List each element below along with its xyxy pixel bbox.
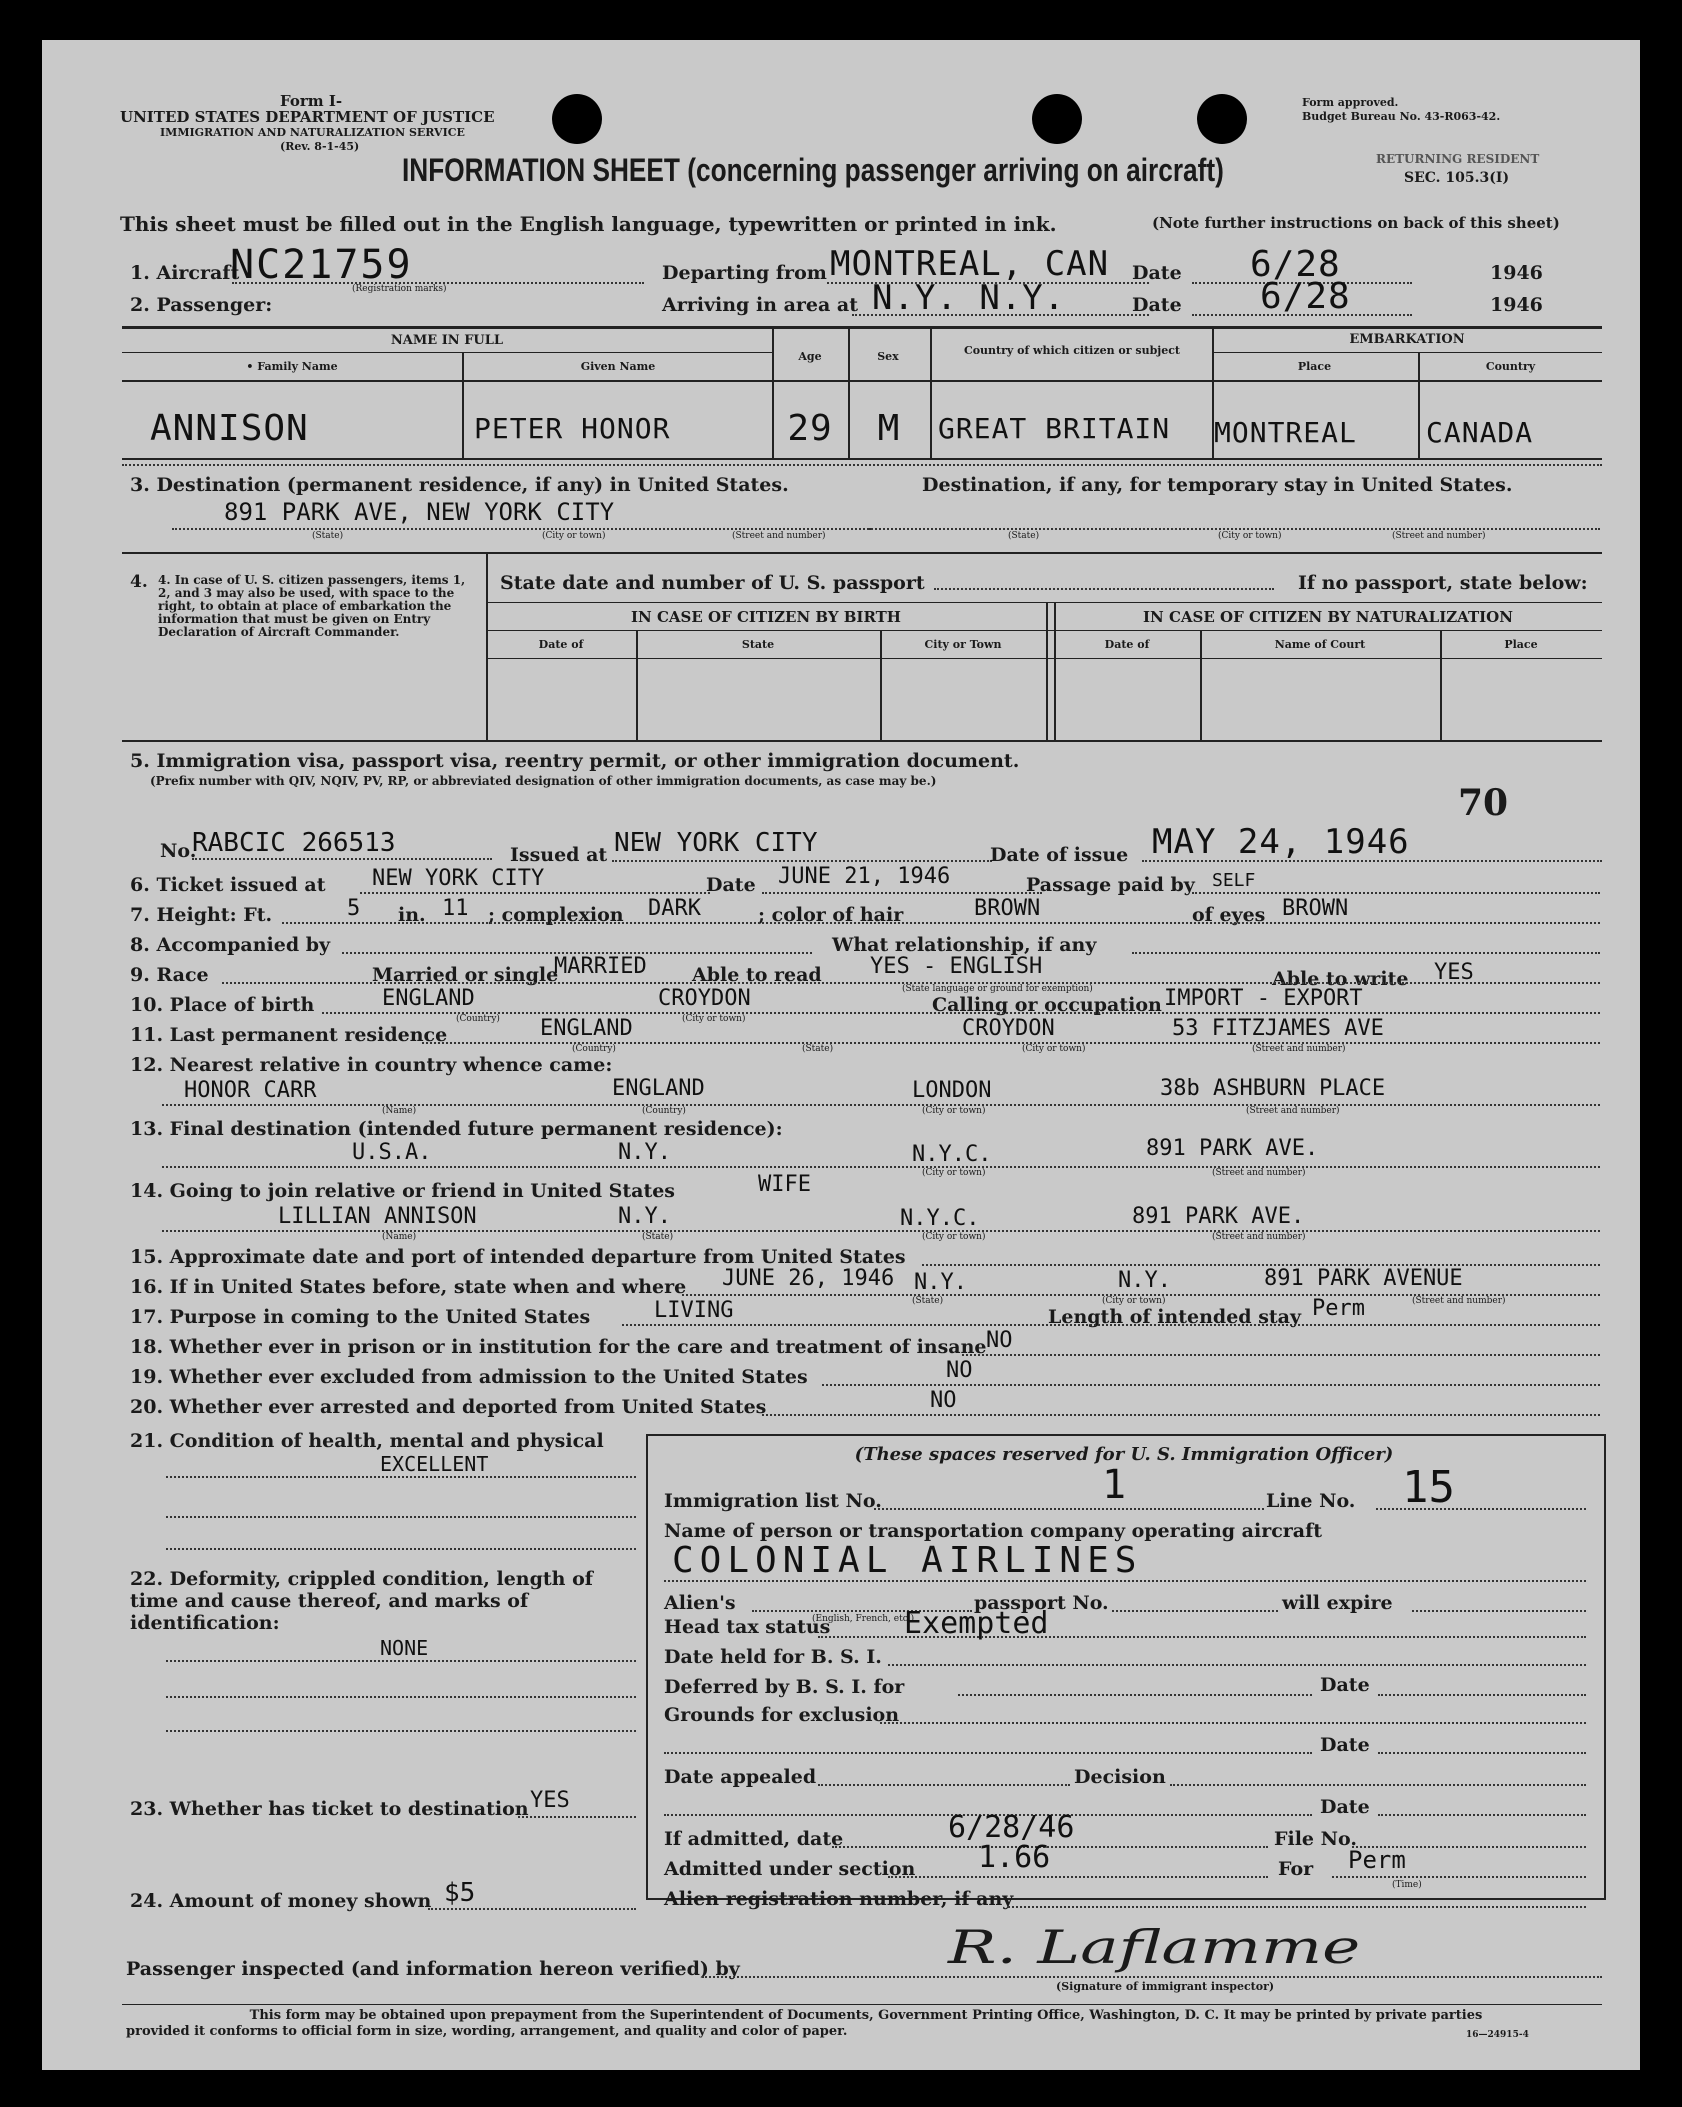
footer-fine-print-2: provided it conforms to official form in size, wording, arrangement, and quality and color of paper. xyxy=(126,2024,848,2039)
imm-list-label: Immigration list No. xyxy=(664,1490,882,1512)
for-value: Perm xyxy=(1348,1846,1406,1874)
race-label: 9. Race xyxy=(130,964,209,986)
excluded-label: 19. Whether ever excluded from admission to the United States xyxy=(130,1366,808,1388)
purpose: LIVING xyxy=(654,1298,734,1323)
eyes-label: of eyes xyxy=(1192,904,1266,926)
no-passport-label: If no passport, state below: xyxy=(1298,572,1588,594)
service: IMMIGRATION AND NATURALIZATION SERVICE xyxy=(160,126,465,139)
health-label: 21. Condition of health, mental and physical xyxy=(130,1430,604,1452)
given-name-hdr: Given Name xyxy=(580,360,656,373)
complexion: DARK xyxy=(648,896,701,921)
admitted-section: 1.66 xyxy=(978,1840,1051,1875)
previous-visit-label: 16. If in United States before, state when and where xyxy=(130,1276,687,1298)
deferred-date-label: Date xyxy=(1320,1674,1370,1696)
date-of-issue-label: Date of issue xyxy=(990,844,1129,866)
signature-caption: (Signature of immigrant inspector) xyxy=(1056,1980,1275,1993)
date2-value: 6/28 xyxy=(1260,276,1351,317)
embark-place: MONTREAL xyxy=(1214,416,1357,449)
height-ft-label: 7. Height: Ft. xyxy=(130,904,273,926)
year1: 1946 xyxy=(1490,262,1543,284)
citizen-by-nat-hdr: IN CASE OF CITIZEN BY NATURALIZATION xyxy=(1143,608,1513,626)
previous-date: JUNE 26, 1946 xyxy=(722,1266,895,1291)
officer-box-title: (These spaces reserved for U. S. Immigration Officer) xyxy=(854,1444,1394,1465)
col-state: State xyxy=(741,638,775,651)
age-hdr: Age xyxy=(798,350,822,363)
read-label: Able to read xyxy=(692,964,822,986)
purpose-label: 17. Purpose in coming to the United States xyxy=(130,1306,591,1328)
date-of-issue: MAY 24, 1946 xyxy=(1152,822,1410,862)
returning-resident-stamp: RETURNING RESIDENT xyxy=(1376,152,1540,166)
marital-status: MARRIED xyxy=(554,954,647,979)
revision: (Rev. 8-1-45) xyxy=(280,140,360,153)
hair-label: ; color of hair xyxy=(758,904,904,926)
write-label: Able to write xyxy=(1272,968,1409,990)
last-res-street: 53 FITZJAMES AVE xyxy=(1172,1016,1384,1041)
instruction: This sheet must be filled out in the English language, typewritten or printed in ink. xyxy=(120,212,1057,236)
place-hdr: Place xyxy=(1297,360,1332,373)
relative-city: LONDON xyxy=(912,1078,992,1103)
time-caption: (Time) xyxy=(1392,1880,1422,1890)
nearest-relative-label: 12. Nearest relative in country whence came: xyxy=(130,1054,613,1076)
form-code: 16—24915-4 xyxy=(1466,2030,1529,2040)
grounds-label: Grounds for exclusion xyxy=(664,1704,900,1726)
punch-hole xyxy=(1032,94,1082,144)
inspected-by-label: Passenger inspected (and information hereon verified) by xyxy=(126,1958,740,1980)
previous-city: N.Y. xyxy=(1118,1268,1171,1293)
footer-fine-print-1: This form may be obtained upon prepayment from the Superintendent of Documents, Government Printing Office, Washington, D. C. It may be printed by private parties xyxy=(249,2008,1483,2023)
file-no-label: File No. xyxy=(1274,1828,1357,1850)
destination-label: 3. Destination (permanent residence, if any) in United States. xyxy=(130,474,789,496)
line-no: 15 xyxy=(1402,1462,1455,1513)
ticket-issued-at: NEW YORK CITY xyxy=(372,866,545,891)
date2-label: Date xyxy=(1132,294,1182,316)
sex-value: M xyxy=(877,408,901,449)
passage-paid-label: Passage paid by xyxy=(1026,874,1195,896)
deported-label: 20. Whether ever arrested and deported from United States xyxy=(130,1396,767,1418)
final-state: N.Y. xyxy=(618,1140,671,1165)
passport-no-label: passport No. xyxy=(974,1592,1109,1614)
for-label: For xyxy=(1278,1858,1314,1880)
date1-value: 6/28 xyxy=(1250,244,1341,285)
ticket-date: JUNE 21, 1946 xyxy=(778,864,951,889)
citizen-country: GREAT BRITAIN xyxy=(938,412,1171,445)
final-city: N.Y.C. xyxy=(912,1142,992,1167)
language-caption: (State language or ground for exemption) xyxy=(902,984,1093,994)
ticket-label: 6. Ticket issued at xyxy=(130,874,326,896)
occupation-label: Calling or occupation xyxy=(932,994,1162,1016)
join-label: 14. Going to join relative or friend in United States xyxy=(130,1180,676,1202)
final-country: U.S.A. xyxy=(352,1140,432,1165)
previous-street: 891 PARK AVENUE xyxy=(1264,1266,1463,1291)
join-street: 891 PARK AVE. xyxy=(1132,1204,1305,1229)
join-relationship: WIFE xyxy=(758,1172,811,1197)
temp-destination-label: Destination, if any, for temporary stay in United States. xyxy=(922,474,1513,496)
height-in: 11 xyxy=(442,896,469,921)
page-title: INFORMATION SHEET (concerning passenger arriving on aircraft) xyxy=(402,152,1224,188)
visa-label: 5. Immigration visa, passport visa, reentry permit, or other immigration document. xyxy=(130,750,1020,772)
visa-prefix-note: (Prefix number with QIV, NQIV, PV, RP, or abbreviated designation of other immigration documents, as case may be.) xyxy=(150,774,937,788)
deported-answer: NO xyxy=(930,1388,957,1413)
us-citizen-note: 4. In case of U. S. citizen passengers, items 1, 2, and 3 may also be used, with space to the right, to obtain at place of embarkation the information that must be given on Entry Declaration of Aircraft Commander. xyxy=(158,573,466,639)
date1-label: Date xyxy=(1132,262,1182,284)
family-name: ANNISON xyxy=(150,408,309,449)
marital-label: Married or single xyxy=(372,964,559,986)
aircraft-label: 1. Aircraft xyxy=(130,262,240,284)
deformity: NONE xyxy=(380,1636,429,1660)
form-sheet: Form I- UNITED STATES DEPARTMENT OF JUSTICE IMMIGRATION AND NATURALIZATION SERVICE (Rev. 8-1-45) Form approved. Budget Bureau No. 43-R063-42. INFORMATION SHEET (concerning passenger arriving on aircraft) RETURNING RESIDENT SEC. 105.3(I) This sheet must be filled out in the English language, typewritten or printed in ink. (Note further instructions on back of this sheet) 1. Aircraft NC21759 (Registration marks) Departing from MONTREAL, CAN Date 6/28 1946 2. Passenger: Arriving in area at N.Y. N.Y. Date 6/28 1946 NAME IN FULL • Family Name Given Name Age Sex Country of which citizen or subject EMBARKATION Place Country ANNISON PETER HONOR 29 M GREAT BRITAIN MONTREAL CANADA 3. Destination (permanent residence, if any) in United States. Destination, if any, for temporary stay in United States. 891 PARK AVE, NEW YORK CITY (State) (City or town) (Street and number) (State) (City or town) (Street and number) 4. 4. In case of U. S. citizen passengers, items 1, 2, and 3 may also be used, with space to the right, to obtain at place of embarkation the information that must be given on Entry Declaration of Aircraft Commander. State date and number of U. S. passport If no passport, state below: IN CASE OF CITIZEN BY BIRTH IN CASE OF CITIZEN BY NATURALIZATION Date of State City or Town Date of Name of Court Place 5. Immigration visa, passport visa, reentry permit, or other immigration document. (Prefix number with QIV, NQIV, PV, RP, or abbreviated designation of other immigration documents, as case may be.) 70 No. RABCIC 266513 Issued at NEW YORK CITY Date of issue MAY 24, 1946 6. Ticket issued at NEW YORK CITY Date JUNE 21, 1946 Passage paid by SELF 7. Height: Ft. 5 in. 11 ; complexion DARK ; color of hair BROWN of eyes BROWN 8. Accompanied by What relationship, if any 9. Race Married or single MARRIED Able to read YES - ENGLISH Able to write YES (State language or ground for exemption) 10. Place of birth ENGLAND CROYDON Calling or occupation IMPORT - EXPORT (Country) (City or town) 11. Last permanent residence ENGLAND CROYDON 53 FITZJAMES AVE (Country) (State) (City or town) (Street and number) 12. Nearest relative in country whence came: HONOR CARR ENGLAND LONDON 38b ASHBURN PLACE (Name) (Country) (City or town) (Street and number) 13. Final destination (intended future permanent residence): U.S.A. N.Y. N.Y.C. 891 PARK AVE. (City or town) (Street and number) 14. Going to join relative or friend in United States WIFE LILLIAN ANNISON N.Y. N.Y.C. 891 PARK AVE. (Name) (State) (City or town) (Street and number) 15. Approximate date and port of intended departure from United States 16. If in United States before, state when and where JUNE 26, 1946 N.Y. N.Y. 891 PARK AVENUE (State) (City or town) (Street and number) 17. Purpose in coming to the United States LIVING Length of intended stay Perm 18. Whether ever in prison or in institution for the care and treatment of insane NO 19. Whether ever excluded from admission to the United States NO 20. Whether ever arrested and deported from United States NO 21. Condition of health, mental and physical EXCELLENT 22. Deformity, crippled condition, length of time and cause thereof, and marks of identification: NONE 23. Whether has ticket to destination YES 24. Amount of money shown $5 (These spaces reserved for U. S. Immigration Officer) Immigration list No. 1 Line No. 15 Name of person or transportation company operating aircraft COLONIAL AIRLINES Alien's passport No. will expire (English, French, etc.) Head tax status Exempted Date held for B. S. I. Deferred by B. S. I. for Date Grounds for exclusion Date Date appealed Decision Date If admitted, date 6/28/46 File No. Admitted under section 1.66 For Perm (Time) Alien registration number, if any Passenger inspected (and information hereon verified) by R. Laflamme (Signature of immigrant inspector) This form may be obtained upon prepayment from the Superintendent of Documents, Government Printing Office, Washington, D. C. It may be printed by private parties provided it conforms to official form in size, wording, arrangement, and quality and color of paper. 16—24915-4 xyxy=(42,40,1640,2070)
relative-name: HONOR CARR xyxy=(184,1078,317,1103)
given-name: PETER HONOR xyxy=(474,412,671,445)
form-number: Form I- xyxy=(280,92,343,110)
age-value: 29 xyxy=(787,408,833,449)
alien-registration-label: Alien registration number, if any xyxy=(664,1888,1014,1910)
departing-value: MONTREAL, CAN xyxy=(830,244,1110,284)
departing-label: Departing from xyxy=(662,262,827,284)
ticket-destination: YES xyxy=(530,1788,570,1813)
last-residence-label: 11. Last permanent residence xyxy=(130,1024,448,1046)
issued-at: NEW YORK CITY xyxy=(614,828,818,858)
company: COLONIAL AIRLINES xyxy=(672,1540,1143,1581)
embarkation-hdr: EMBARKATION xyxy=(1349,332,1465,347)
last-res-city: CROYDON xyxy=(962,1016,1055,1041)
able-to-read: YES - ENGLISH xyxy=(870,954,1043,979)
decision-label: Decision xyxy=(1074,1766,1166,1788)
birth-country: ENGLAND xyxy=(382,986,475,1011)
language-caption: (English, French, etc.) xyxy=(812,1614,915,1624)
birth-city: CROYDON xyxy=(658,986,751,1011)
previous-state: N.Y. xyxy=(914,1270,967,1295)
departure-label: 15. Approximate date and port of intended departure from United States xyxy=(130,1246,906,1268)
money-label: 24. Amount of money shown xyxy=(130,1890,432,1912)
col-date-of: Date of xyxy=(538,638,584,651)
deferred-label: Deferred by B. S. I. for xyxy=(664,1676,905,1698)
head-tax-label: Head tax status xyxy=(664,1616,831,1638)
budget-bureau: Budget Bureau No. 43-R063-42. xyxy=(1302,110,1501,123)
citizen-by-birth-hdr: IN CASE OF CITIZEN BY BIRTH xyxy=(631,608,901,626)
complexion-label: ; complexion xyxy=(488,904,624,926)
arriving-value: N.Y. N.Y. xyxy=(872,278,1066,318)
accompanied-label: 8. Accompanied by xyxy=(130,934,331,956)
issued-at-label: Issued at xyxy=(510,844,608,866)
last-res-country: ENGLAND xyxy=(540,1016,633,1041)
ticket-date-label: Date xyxy=(706,874,756,896)
birthplace-label: 10. Place of birth xyxy=(130,994,315,1016)
join-city: N.Y.C. xyxy=(900,1206,980,1231)
imm-list-no: 1 xyxy=(1102,1462,1127,1508)
height-in-label: in. xyxy=(398,904,426,926)
punch-hole xyxy=(1197,94,1247,144)
grounds-date-label: Date xyxy=(1320,1734,1370,1756)
country-hdr: Country xyxy=(1485,360,1536,373)
hair-color: BROWN xyxy=(974,896,1041,921)
aircraft-value: NC21759 xyxy=(230,242,413,288)
passport-label: State date and number of U. S. passport xyxy=(500,572,925,594)
passenger-label: 2. Passenger: xyxy=(130,294,273,316)
col-place: Place xyxy=(1504,638,1538,651)
aliens-label: Alien's xyxy=(664,1592,736,1614)
visa-no-label: No. xyxy=(160,840,197,862)
destination-value: 891 PARK AVE, NEW YORK CITY xyxy=(224,498,615,526)
will-expire-label: will expire xyxy=(1282,1592,1393,1614)
deformity-label: 22. Deformity, crippled condition, length of time and cause thereof, and marks of identification: xyxy=(130,1568,593,1634)
relationship-label: What relationship, if any xyxy=(832,934,1097,956)
col-court: Name of Court xyxy=(1274,638,1366,651)
excluded-answer: NO xyxy=(946,1358,973,1383)
prison-answer: NO xyxy=(986,1328,1013,1353)
occupation: IMPORT - EXPORT xyxy=(1164,986,1363,1011)
page-mark: 70 xyxy=(1458,782,1509,824)
money: $5 xyxy=(444,1878,476,1908)
health: EXCELLENT xyxy=(380,1452,489,1476)
inspector-signature: R. Laflamme xyxy=(948,1920,1361,1974)
final-street: 891 PARK AVE. xyxy=(1146,1136,1319,1161)
appealed-label: Date appealed xyxy=(664,1766,817,1788)
punch-hole xyxy=(552,94,602,144)
table-top-rule xyxy=(122,326,1602,329)
col-date-of-nat: Date of xyxy=(1104,638,1150,651)
able-to-write: YES xyxy=(1434,960,1474,985)
admitted-date-label: If admitted, date xyxy=(664,1828,844,1850)
citizen-country-hdr: Country of which citizen or subject xyxy=(963,344,1181,357)
section-label: Admitted under section xyxy=(664,1858,916,1880)
admitted-date: 6/28/46 xyxy=(948,1810,1075,1845)
sex-hdr: Sex xyxy=(877,350,899,363)
agency: UNITED STATES DEPARTMENT OF JUSTICE xyxy=(120,108,495,126)
visa-no: RABCIC 266513 xyxy=(192,828,396,858)
col-city-town: City or Town xyxy=(924,638,1002,651)
form-approved: Form approved. xyxy=(1302,96,1399,109)
length-stay: Perm xyxy=(1312,1296,1365,1321)
company-label: Name of person or transportation company operating aircraft xyxy=(664,1520,1323,1542)
name-in-full-hdr: NAME IN FULL xyxy=(390,333,504,348)
join-state: N.Y. xyxy=(618,1204,671,1229)
registration-caption: (Registration marks) xyxy=(352,284,447,294)
held-label: Date held for B. S. I. xyxy=(664,1646,882,1668)
year2: 1946 xyxy=(1490,294,1543,316)
arriving-label: Arriving in area at xyxy=(662,294,859,316)
ticket-destination-label: 23. Whether has ticket to destination xyxy=(130,1798,529,1820)
section-stamp: SEC. 105.3(I) xyxy=(1404,170,1510,186)
decision-date-label: Date xyxy=(1320,1796,1370,1818)
family-name-hdr: • Family Name xyxy=(246,360,338,373)
passage-paid-by: SELF xyxy=(1212,870,1256,891)
embark-country: CANADA xyxy=(1426,416,1534,449)
final-destination-label: 13. Final destination (intended future permanent residence): xyxy=(130,1118,783,1140)
note: (Note further instructions on back of this sheet) xyxy=(1152,214,1560,232)
relative-street: 38b ASHBURN PLACE xyxy=(1160,1076,1386,1101)
prison-label: 18. Whether ever in prison or in institution for the care and treatment of insane xyxy=(130,1336,987,1358)
height-ft: 5 xyxy=(347,896,361,921)
join-name: LILLIAN ANNISON xyxy=(278,1204,477,1229)
head-tax-status: Exempted xyxy=(904,1606,1049,1641)
length-stay-label: Length of intended stay xyxy=(1048,1306,1302,1328)
relative-country: ENGLAND xyxy=(612,1076,705,1101)
line-label: Line No. xyxy=(1266,1490,1356,1512)
eye-color: BROWN xyxy=(1282,896,1349,921)
